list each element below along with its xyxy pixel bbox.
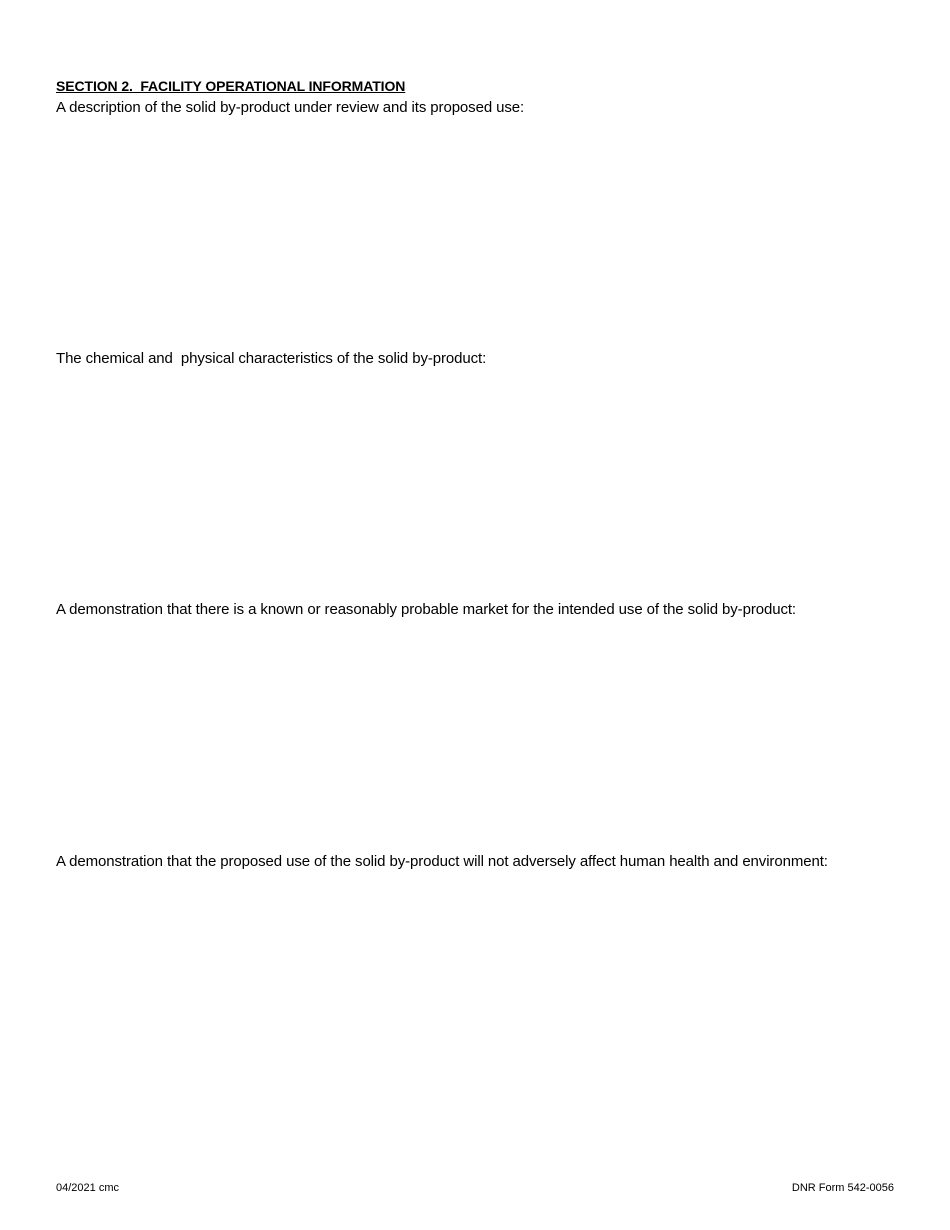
footer-revision: 04/2021 cmc: [56, 1182, 119, 1194]
question-1-prompt: A description of the solid by-product under review and its proposed use:: [56, 99, 525, 116]
question-2-prompt: The chemical and physical characteristics of the solid by-product:: [56, 350, 487, 367]
section-heading: SECTION 2. FACILITY OPERATIONAL INFORMATION: [56, 78, 406, 94]
question-4-prompt: A demonstration that the proposed use of the solid by-product will not adversely affect human health and environment:: [56, 853, 828, 870]
question-3-prompt: A demonstration that there is a known or reasonably probable market for the intended use of the solid by-product:: [56, 601, 796, 618]
question-1-answer-area[interactable]: [56, 122, 896, 344]
question-2-answer-area[interactable]: [56, 373, 896, 595]
question-3-answer-area[interactable]: [56, 624, 896, 846]
footer-form-number: DNR Form 542-0056: [791, 1182, 894, 1194]
question-4-answer-area[interactable]: [56, 876, 896, 1166]
